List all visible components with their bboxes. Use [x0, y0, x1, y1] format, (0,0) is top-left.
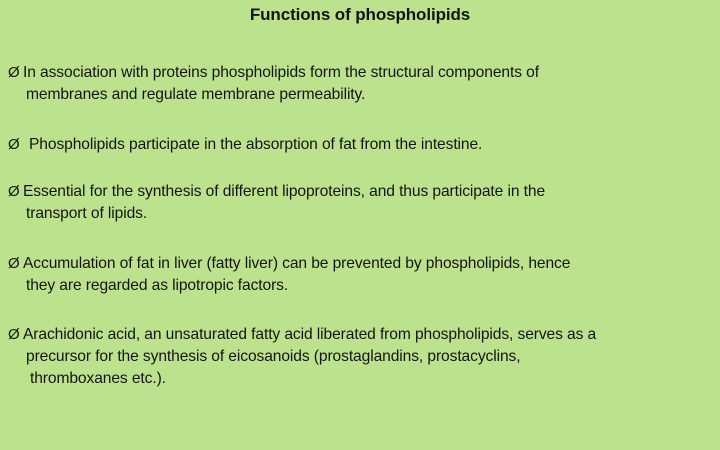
- bullet-text: Arachidonic acid, an unsaturated fatty acid liberated from phospholipids, serves as a: [23, 326, 597, 343]
- bullet-text: Essential for the synthesis of different lipoproteins, and thus participate in the: [23, 183, 546, 200]
- bullet-item: [8, 253, 716, 297]
- bullet-text: they are regarded as lipotropic factors.: [26, 277, 289, 294]
- bullet-text: thromboxanes etc.).: [30, 370, 166, 387]
- slide-title: Functions of phospholipids: [249, 5, 471, 24]
- bullet-text: Phospholipids participate in the absorption of fat from the intestine.: [29, 136, 483, 153]
- bullet-item: [8, 134, 716, 156]
- arrow-bullet-icon: Ø: [8, 136, 20, 153]
- arrow-bullet-icon: Ø: [8, 64, 20, 81]
- bullet-item: [8, 181, 716, 225]
- arrow-bullet-icon: Ø: [8, 183, 20, 200]
- arrow-bullet-icon: Ø: [8, 326, 20, 343]
- bullet-text: In association with proteins phospholipids form the structural components of: [23, 64, 539, 81]
- arrow-bullet-icon: Ø: [8, 255, 20, 272]
- bullet-item: [8, 62, 716, 106]
- bullet-text: Accumulation of fat in liver (fatty liver) can be prevented by phospholipids, hence: [23, 255, 571, 272]
- bullet-text: precursor for the synthesis of eicosanoids (prostaglandins, prostacyclins,: [26, 348, 521, 365]
- bullet-item: [8, 324, 716, 390]
- bullet-text: transport of lipids.: [26, 205, 148, 222]
- bullet-text: membranes and regulate membrane permeability.: [26, 86, 366, 103]
